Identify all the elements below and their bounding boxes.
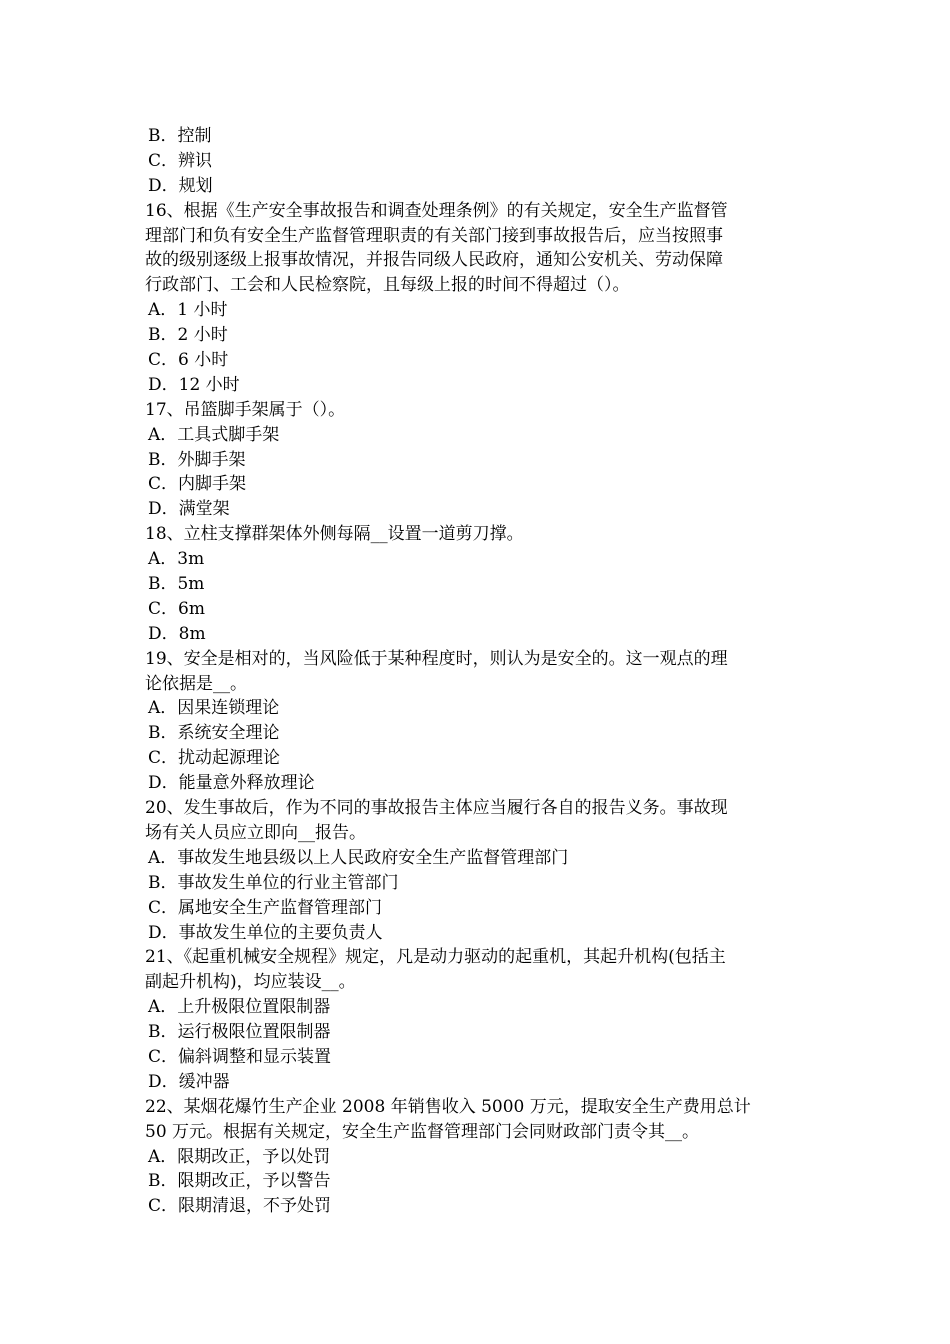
answer-option: C．属地安全生产监督管理部门: [148, 897, 383, 918]
answer-option: B．运行极限位置限制器: [148, 1022, 331, 1043]
answer-option: C．限期清退，不予处罚: [148, 1196, 332, 1217]
question-text: 17、吊篮脚手架属于（）。: [145, 399, 346, 420]
question-text: 理部门和负有安全生产监督管理职责的有关部门接到事故报告后，应当按照事: [145, 225, 723, 246]
answer-option: A．事故发生地县级以上人民政府安全生产监督管理部门: [148, 847, 569, 868]
question-text: 副起升机构)，均应装设__。: [145, 972, 356, 993]
answer-option: D．事故发生单位的主要负责人: [148, 922, 383, 943]
answer-option: A．工具式脚手架: [148, 424, 280, 445]
question-text: 18、立柱支撑群架体外侧每隔__设置一道剪刀撑。: [145, 524, 524, 545]
answer-option: D．规划: [148, 175, 213, 196]
answer-option: A．3m: [148, 549, 205, 570]
answer-option: C．6m: [148, 598, 205, 619]
answer-option: B．5m: [148, 574, 205, 595]
question-text: 50 万元。根据有关规定，安全生产监督管理部门会同财政部门责令其__。: [145, 1121, 700, 1142]
answer-option: D．12 小时: [148, 374, 240, 395]
question-text: 21、《起重机械安全规程》规定，凡是动力驱动的起重机，其起升机构(包括主: [145, 947, 726, 968]
answer-option: D．缓冲器: [148, 1071, 230, 1092]
answer-option: A．因果连锁理论: [148, 698, 280, 719]
question-text: 22、某烟花爆竹生产企业 2008 年销售收入 5000 万元，提取安全生产费用总计: [145, 1096, 751, 1117]
answer-option: B．事故发生单位的行业主管部门: [148, 872, 399, 893]
answer-option: A．限期改正，予以处罚: [148, 1146, 331, 1167]
answer-option: B．外脚手架: [148, 449, 246, 470]
answer-option: A．上升极限位置限制器: [148, 997, 331, 1018]
question-text: 16、根据《生产安全事故报告和调查处理条例》的有关规定，安全生产监督管: [145, 200, 728, 221]
question-text: 20、发生事故后，作为不同的事故报告主体应当履行各自的报告义务。事故现: [145, 798, 728, 819]
answer-option: B．2 小时: [148, 325, 228, 346]
answer-option: C．扰动起源理论: [148, 748, 281, 769]
answer-option: C．辨识: [148, 150, 213, 171]
answer-option: B．系统安全理论: [148, 723, 280, 744]
answer-option: C．6 小时: [148, 350, 229, 371]
answer-option: B．限期改正，予以警告: [148, 1171, 331, 1192]
answer-option: C．偏斜调整和显示装置: [148, 1046, 332, 1067]
question-text: 故的级别逐级上报事故情况，并报告同级人民政府，通知公安机关、劳动保障: [145, 250, 723, 271]
question-text: 场有关人员应立即向__报告。: [145, 822, 366, 843]
question-text: 论依据是__。: [145, 673, 247, 694]
answer-option: D．能量意外释放理论: [148, 773, 315, 794]
question-text: 行政部门、工会和人民检察院，且每级上报的时间不得超过（）。: [145, 275, 630, 296]
answer-option: A．1 小时: [148, 300, 228, 321]
answer-option: B．控制: [148, 126, 212, 146]
answer-option: C．内脚手架: [148, 474, 247, 495]
question-text: 19、安全是相对的，当风险低于某种程度时，则认为是安全的。这一观点的理: [145, 648, 728, 669]
document-body: [145, 124, 810, 1219]
answer-option: D．满堂架: [148, 499, 230, 520]
answer-option: D．8m: [148, 623, 206, 644]
